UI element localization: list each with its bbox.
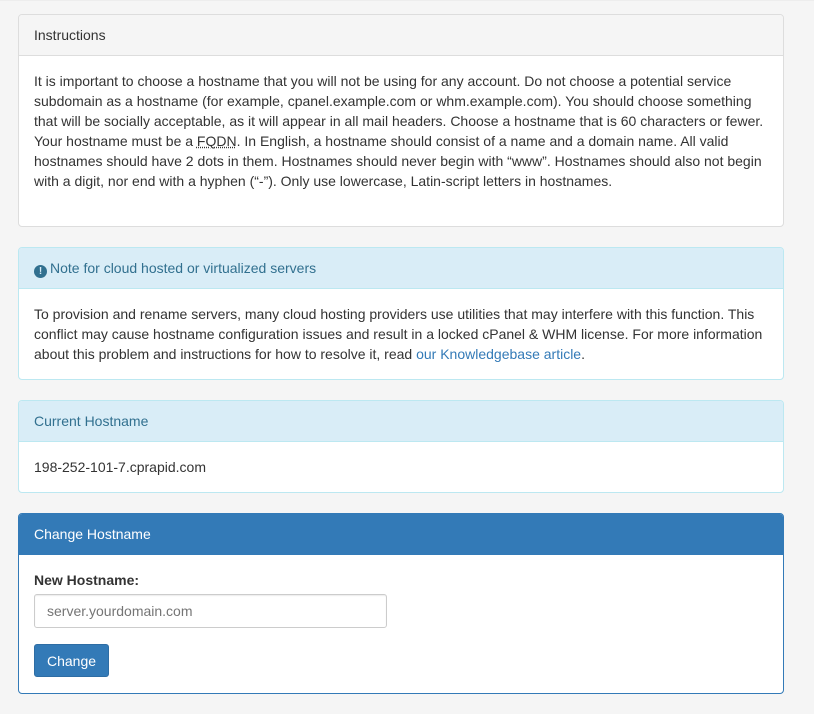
change-hostname-form [19,555,783,692]
cloud-note-heading [19,248,783,289]
current-hostname-value: 198-252-101-7.cprapid.com [34,459,206,475]
instructions-heading: Instructions [19,15,783,56]
change-hostname-panel [18,513,784,694]
cloud-note-text: To provision and rename servers, many cloud hosting providers use utilities that may interfere with this function. This conflict may cause hostname configuration issues and result in a locked cPanel & WHM license. For more information about this problem and instructions for how to resolve it, read [34,306,763,362]
instructions-text-part2: . In English, a hostname should consist of a name and a domain name. All valid hostnames should have 2 dots in them. Hostnames should never begin with “www”. Hostnames should also not begin with a digit, nor end with a hyphen (“-”). Only use lowercase, Latin-script letters in hostnames. [34,133,762,189]
cloud-note-text-end: . [581,346,585,362]
knowledgebase-link[interactable]: our Knowledgebase article [416,346,582,362]
instructions-body [19,56,783,206]
current-hostname-panel [18,400,784,493]
new-hostname-input[interactable] [34,594,387,628]
top-divider [0,0,814,1]
cloud-note-panel [18,247,784,380]
change-hostname-heading: Change Hostname [19,514,783,555]
change-button[interactable]: Change [34,644,109,677]
new-hostname-label: New Hostname: [34,572,140,588]
fqdn-abbr[interactable]: FQDN [196,133,237,149]
cloud-note-body [19,289,783,379]
exclamation-circle-icon: ! [34,265,47,278]
current-hostname-heading: Current Hostname [19,401,783,442]
cloud-note-title: Note for cloud hosted or virtualized servers [50,260,317,276]
current-hostname-body [19,442,783,492]
instructions-text-part1: It is important to choose a hostname that you will not be using for any account. Do not choose a potential service subdomain as a hostname (for example, cpanel.example.com or whm.example.com). You should choose something that will be socially acceptable, as it will appear in all mail headers. Choose a hostname that is 60 characters or fewer. Your hostname must be a [34,73,764,149]
instructions-panel [18,14,784,227]
